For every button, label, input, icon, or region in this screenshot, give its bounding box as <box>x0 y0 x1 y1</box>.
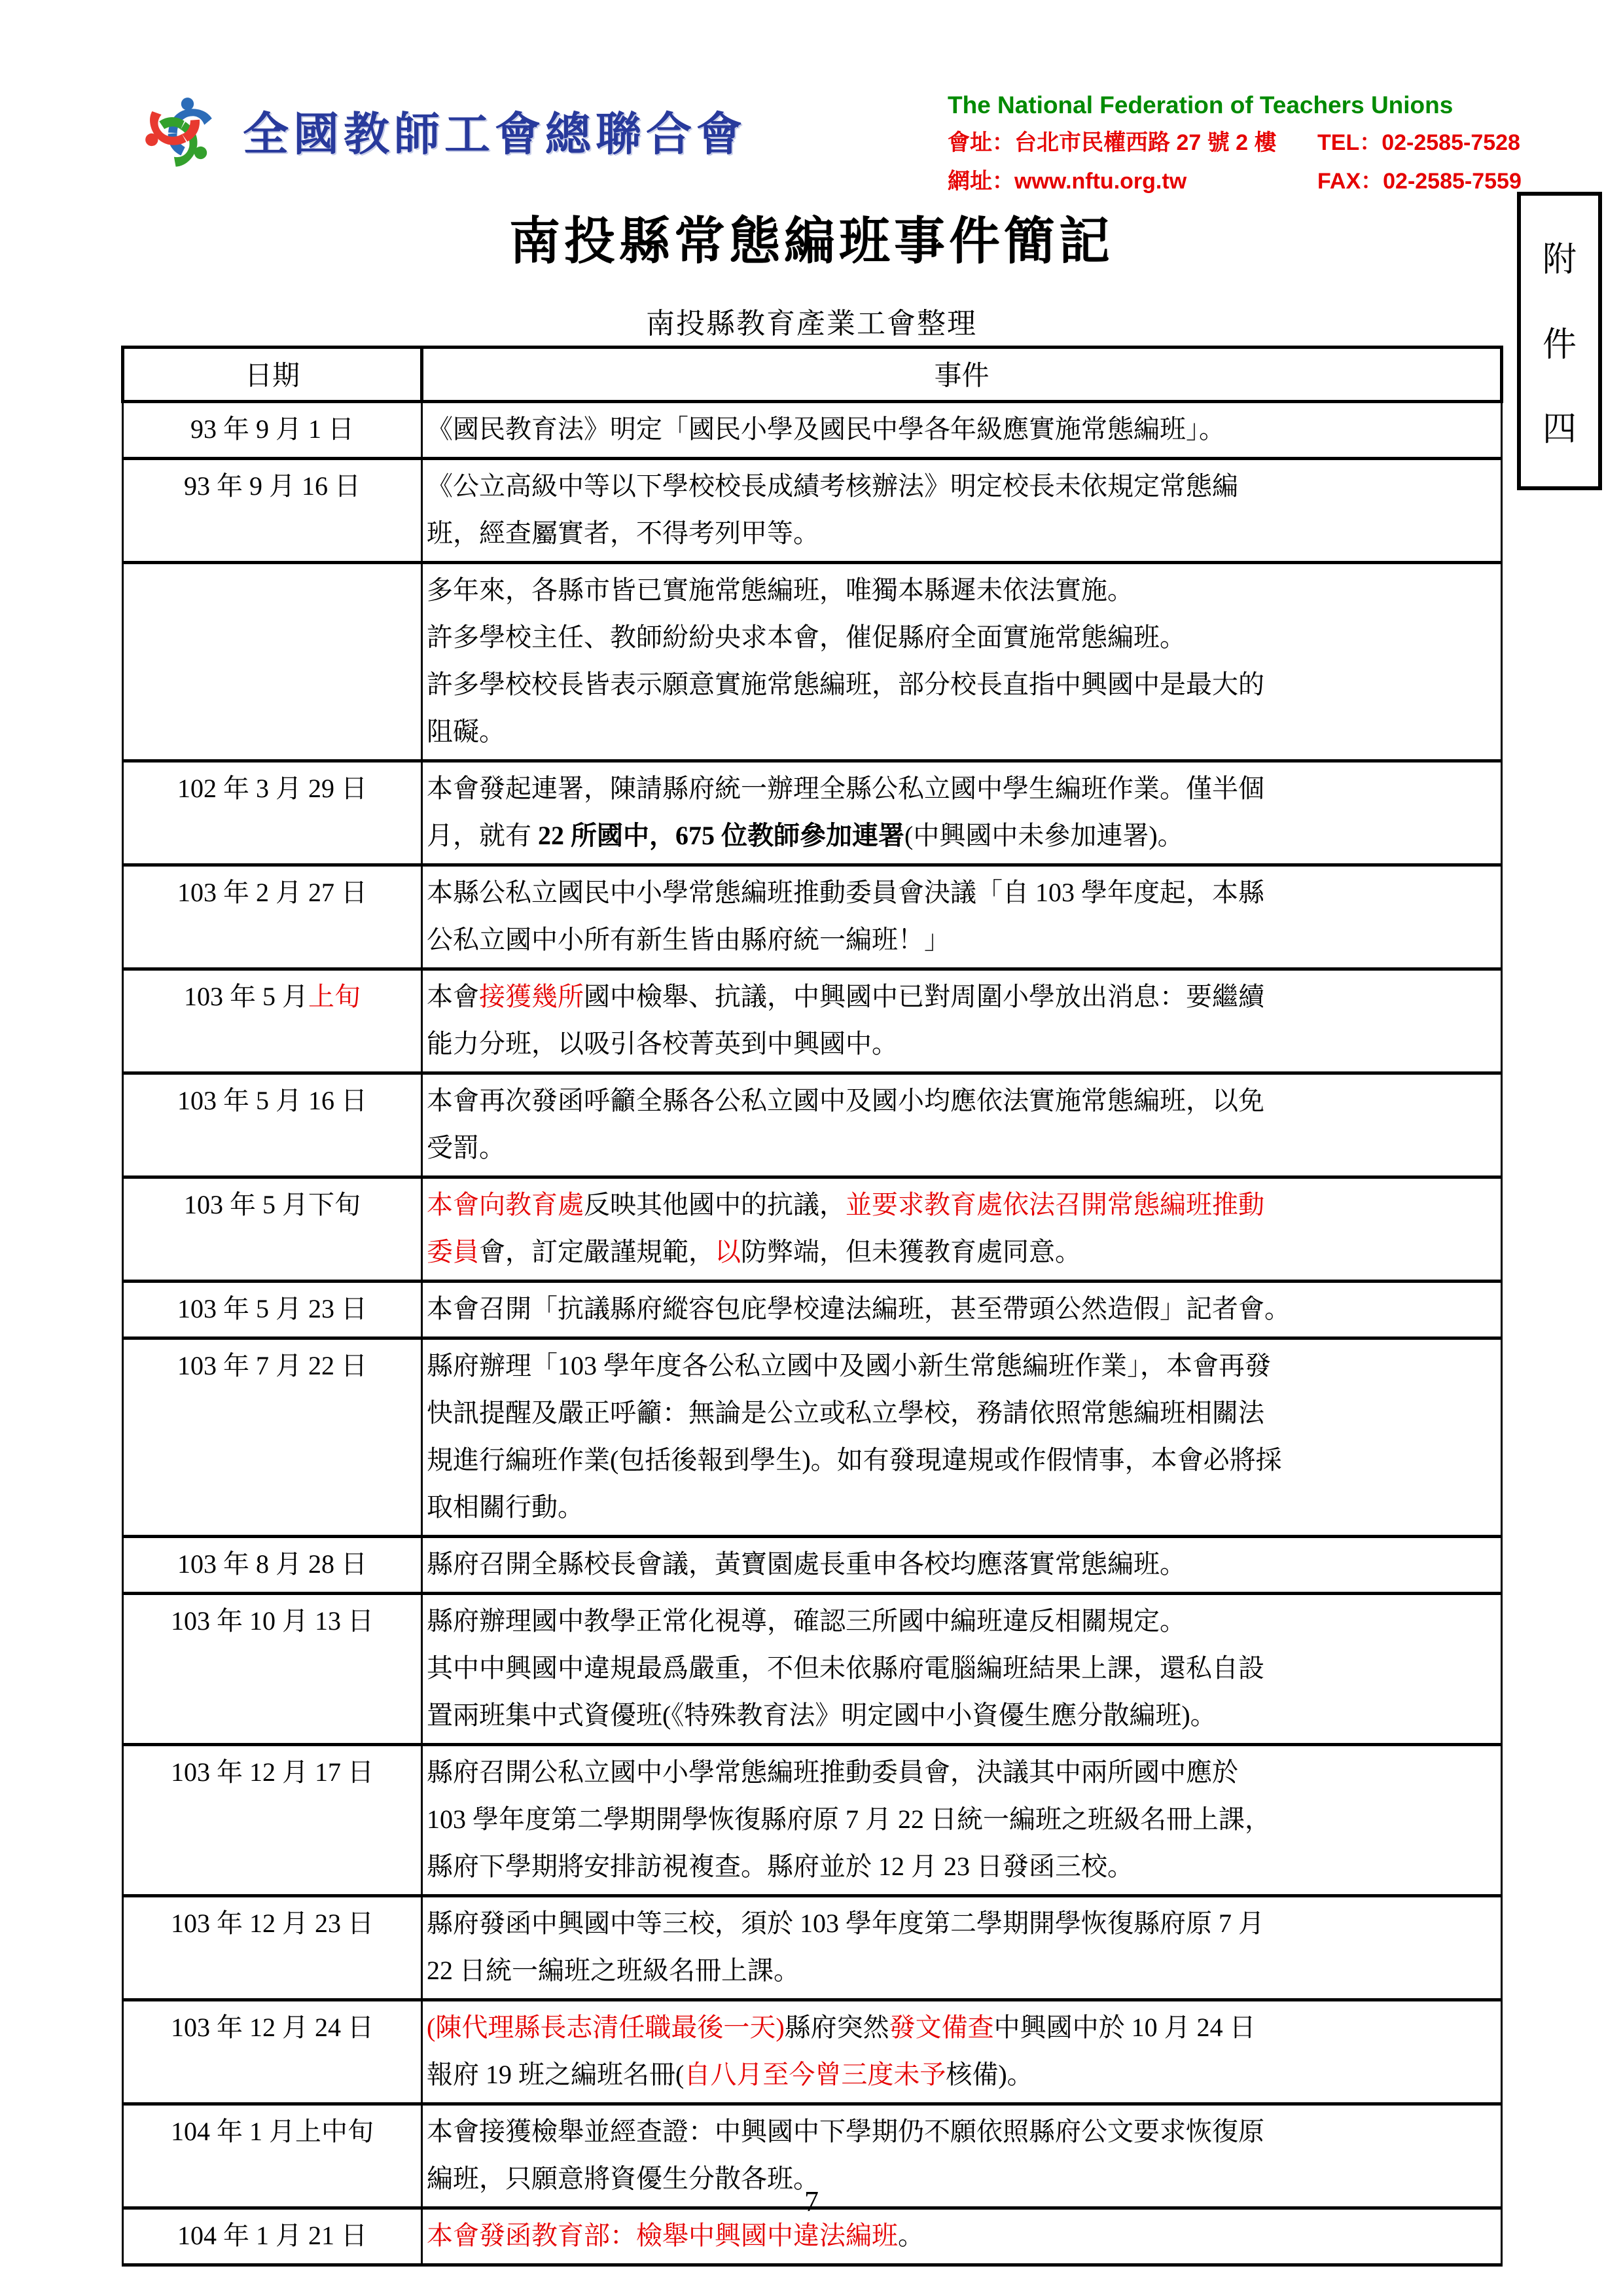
text-segment: 核備)。 <box>946 2060 1033 2089</box>
text-segment: 93 年 9 月 16 日 <box>184 471 361 501</box>
table-row <box>123 459 1502 563</box>
text-segment: 103 年 12 月 23 日 <box>171 1909 374 1938</box>
date-cell <box>123 865 422 969</box>
event-line <box>427 614 1497 661</box>
event-line <box>427 661 1497 708</box>
text-segment: 103 年 5 月 16 日 <box>177 1086 367 1115</box>
page-subtitle: 南投縣教育產業工會整理 <box>646 308 977 340</box>
text-segment: 會，訂定嚴謹規範， <box>479 1237 715 1266</box>
event-line <box>427 1900 1497 1947</box>
text-segment: 。 <box>898 2221 924 2250</box>
event-line <box>427 1124 1497 1172</box>
org-contact-block <box>948 92 1537 195</box>
event-line <box>427 1020 1497 1067</box>
text-segment: 103 年 10 月 13 日 <box>171 1606 374 1636</box>
date-cell <box>123 2000 422 2104</box>
event-line <box>427 1749 1497 1796</box>
text-segment: 反映其他國中的抗議， <box>584 1190 846 1219</box>
text-segment: 受罰。 <box>427 1133 505 1162</box>
event-cell <box>422 1338 1502 1537</box>
page-title: 南投縣常態編班事件簡記 <box>508 213 1114 270</box>
date-cell <box>123 1073 422 1177</box>
text-segment: 《國民教育法》明定「國民小學及國民中學各年級應實施常態編班」。 <box>427 414 1225 444</box>
text-segment: 公私立國中小所有新生皆由縣府統一編班！」 <box>427 925 950 954</box>
text-segment: 防弊端，但未獲教育處同意。 <box>741 1237 1081 1266</box>
table-row <box>123 1896 1502 2000</box>
text-segment: 以 <box>715 1237 741 1266</box>
attachment-tab-char: 附 <box>1542 241 1577 279</box>
event-line <box>427 2051 1497 2098</box>
event-cell <box>422 1745 1502 1896</box>
org-name-en: The National Federation of Teachers Unions <box>948 92 1454 118</box>
event-line <box>427 567 1497 614</box>
text-segment: (中興國中未參加連署)。 <box>904 821 1184 850</box>
text-segment: 多年來，各縣市皆已實施常態編班，唯獨本縣遲未依法實施。 <box>427 575 1133 605</box>
event-line <box>427 1285 1497 1333</box>
date-cell <box>123 1594 422 1745</box>
event-cell <box>422 459 1502 563</box>
text-segment: 《公立高級中等以下學校校長成績考核辦法》明定校長未依規定常態編 <box>427 471 1238 501</box>
event-line <box>427 1437 1497 1484</box>
table-row <box>123 1537 1502 1594</box>
text-segment: 阻礙。 <box>427 717 505 746</box>
text-segment: 編班，只願意將資優生分散各班。 <box>427 2164 819 2193</box>
event-line <box>427 2108 1497 2155</box>
event-line <box>427 463 1497 510</box>
text-segment: 取相關行動。 <box>427 1492 584 1522</box>
fax-text: FAX：02-2585-7559 <box>1317 169 1522 194</box>
text-segment: 本會再次發函呼籲全縣各公私立國中及國小均應依法實施常態編班，以免 <box>427 1086 1264 1115</box>
event-line <box>427 1390 1497 1437</box>
event-cell <box>422 1594 1502 1745</box>
address-text: 會址：台北市民權西路 27 號 2 樓 <box>948 130 1277 155</box>
text-segment: 報府 19 班之編班名冊( <box>427 2060 685 2089</box>
text-segment: 本會 <box>427 982 479 1011</box>
table-row <box>123 761 1502 865</box>
text-segment: 自八月至今曾三度未予 <box>684 2060 946 2089</box>
table-row <box>123 563 1502 761</box>
event-line <box>427 1843 1497 1890</box>
events-table-body <box>123 402 1502 2265</box>
text-segment: 縣府召開公私立國中小學常態編班推動委員會，決議其中兩所國中應於 <box>427 1757 1238 1787</box>
event-line <box>427 1181 1497 1229</box>
event-line <box>427 869 1497 916</box>
text-segment: 縣府辦理國中教學正常化視導，確認三所國中編班違反相關規定。 <box>427 1606 1186 1636</box>
event-cell <box>422 2000 1502 2104</box>
table-row <box>123 1338 1502 1537</box>
text-segment: 規進行編班作業(包括後報到學生)。如有發現違規或作假情事，本會必將採 <box>427 1445 1282 1475</box>
text-segment: 103 年 2 月 27 日 <box>177 878 367 907</box>
event-cell <box>422 1073 1502 1177</box>
text-segment: 班，經查屬實者，不得考列甲等。 <box>427 518 819 548</box>
event-cell <box>422 402 1502 459</box>
event-cell <box>422 1537 1502 1594</box>
event-cell <box>422 1282 1502 1338</box>
website-text: 網址：www.nftu.org.tw <box>948 169 1187 194</box>
date-cell <box>123 1177 422 1282</box>
text-segment: 月，就有 <box>427 821 538 850</box>
event-cell <box>422 563 1502 761</box>
text-segment: 並要求教育處依法召開常態編班推動 <box>846 1190 1264 1219</box>
text-segment: 委員 <box>427 1237 479 1266</box>
text-segment: 本會召開「抗議縣府縱容包庇學校違法編班，甚至帶頭公然造假」記者會。 <box>427 1294 1291 1323</box>
text-segment: 102 年 3 月 29 日 <box>177 774 367 803</box>
text-segment: 許多學校主任、教師紛紛央求本會，催促縣府全面實施常態編班。 <box>427 622 1186 652</box>
text-segment: (陳代理縣長志清任職最後一天) <box>427 2013 785 2042</box>
event-line <box>427 973 1497 1020</box>
table-row <box>123 2000 1502 2104</box>
date-cell <box>123 1537 422 1594</box>
text-segment: 縣府發函中興國中等三校，須於 103 學年度第二學期開學恢復縣府原 7 月 <box>427 1909 1264 1938</box>
org-logo <box>141 88 747 172</box>
event-cell <box>422 865 1502 969</box>
text-segment: 縣府召開全縣校長會議，黃寶園處長重申各校均應落實常態編班。 <box>427 1549 1186 1579</box>
text-segment: 其中中興國中違規最爲嚴重，不但未依縣府電腦編班結果上課，還私自設 <box>427 1653 1264 1683</box>
date-cell <box>123 563 422 761</box>
event-line <box>427 1645 1497 1692</box>
text-segment: 能力分班，以吸引各校菁英到中興國中。 <box>427 1029 898 1058</box>
text-segment: 104 年 1 月 21 日 <box>177 2221 367 2250</box>
event-line <box>427 1229 1497 1276</box>
event-cell <box>422 1177 1502 1282</box>
text-segment: 國中檢舉、抗議，中興國中已對周圍小學放出消息：要繼續 <box>584 982 1264 1011</box>
text-segment: 中興國中於 10 月 24 日 <box>993 2013 1256 2042</box>
table-row <box>123 969 1502 1073</box>
event-line <box>427 765 1497 812</box>
text-segment: 103 年 7 月 22 日 <box>177 1351 367 1380</box>
text-segment: 103 年 5 月 <box>184 982 308 1011</box>
tel-text: TEL：02-2585-7528 <box>1317 130 1520 155</box>
text-segment: 103 年 8 月 28 日 <box>177 1549 367 1579</box>
text-segment: 本會向教育處 <box>427 1190 584 1219</box>
text-segment: 103 年 12 月 17 日 <box>171 1757 374 1787</box>
text-segment: 22 日統一編班之班級名冊上課。 <box>427 1956 800 1985</box>
date-cell <box>123 1745 422 1896</box>
text-segment: 本會發起連署，陳請縣府統一辦理全縣公私立國中學生編班作業。僅半個 <box>427 774 1264 803</box>
event-line <box>427 1484 1497 1531</box>
text-segment: 103 年 5 月 23 日 <box>177 1294 367 1323</box>
date-cell <box>123 1896 422 2000</box>
text-segment: 22 所國中，675 位教師參加連署 <box>538 821 904 850</box>
table-row <box>123 1745 1502 1896</box>
event-line <box>427 812 1497 859</box>
events-table <box>121 346 1503 2267</box>
date-column-header: 日期 <box>123 348 422 402</box>
date-cell <box>123 969 422 1073</box>
text-segment: 縣府下學期將安排訪視複查。縣府並於 12 月 23 日發函三校。 <box>427 1852 1133 1881</box>
header-row <box>123 348 1502 402</box>
text-segment: 發文備查 <box>889 2013 994 2042</box>
event-line <box>427 2212 1497 2259</box>
org-contact-grid <box>948 124 1537 195</box>
text-segment: 103 年 5 月下旬 <box>184 1190 361 1219</box>
text-segment: 104 年 1 月上中旬 <box>171 2117 374 2146</box>
table-row <box>123 865 1502 969</box>
event-line <box>427 1796 1497 1843</box>
event-line <box>427 1077 1497 1124</box>
text-segment: 103 年 12 月 24 日 <box>171 2013 374 2042</box>
event-line <box>427 406 1497 453</box>
text-segment: 93 年 9 月 1 日 <box>190 414 354 444</box>
events-table-head <box>123 348 1502 402</box>
attachment-tab-char: 件 <box>1542 326 1577 364</box>
event-line <box>427 1342 1497 1390</box>
event-cell <box>422 969 1502 1073</box>
event-column-header: 事件 <box>422 348 1502 402</box>
text-segment: 置兩班集中式資優班(《特殊教育法》明定國中小資優生應分散編班)。 <box>427 1700 1217 1730</box>
org-logo-mark-icon <box>141 88 217 172</box>
text-segment: 本會接獲檢舉並經查證：中興國中下學期仍不願依照縣府公文要求恢復原 <box>427 2117 1264 2146</box>
table-row <box>123 1177 1502 1282</box>
event-line <box>427 1598 1497 1645</box>
text-segment: 本縣公私立國民中小學常態編班推動委員會決議「自 103 學年度起，本縣 <box>427 878 1264 907</box>
event-cell <box>422 761 1502 865</box>
text-segment: 縣府辦理「103 學年度各公私立國中及國小新生常態編班作業」，本會再發 <box>427 1351 1271 1380</box>
event-cell <box>422 1896 1502 2000</box>
text-segment: 本會發函教育部：檢舉中興國中違法編班 <box>427 2221 898 2250</box>
attachment-tab-char: 四 <box>1542 411 1577 449</box>
event-line <box>427 916 1497 963</box>
event-line <box>427 1947 1497 1994</box>
date-cell <box>123 1338 422 1537</box>
date-cell <box>123 459 422 563</box>
event-line <box>427 1541 1497 1588</box>
date-cell <box>123 402 422 459</box>
table-row <box>123 1282 1502 1338</box>
org-logo-text: 全國教師工會總聯合會 <box>243 109 747 160</box>
text-segment: 上旬 <box>308 982 361 1011</box>
text-segment: 103 學年度第二學期開學恢復縣府原 7 月 22 日統一編班之班級名冊上課， <box>427 1804 1271 1834</box>
text-segment: 快訊提醒及嚴正呼籲：無論是公立或私立學校，務請依照常態編班相關法 <box>427 1398 1264 1427</box>
table-row <box>123 402 1502 459</box>
event-line <box>427 708 1497 755</box>
date-cell <box>123 761 422 865</box>
table-row <box>123 1073 1502 1177</box>
page-number: 7 <box>804 2185 819 2217</box>
event-line <box>427 510 1497 557</box>
text-segment: 許多學校校長皆表示願意實施常態編班，部分校長直指中興國中是最大的 <box>427 670 1264 699</box>
table-row <box>123 1594 1502 1745</box>
event-line <box>427 2004 1497 2051</box>
date-cell <box>123 1282 422 1338</box>
text-segment: 縣府突然 <box>784 2013 889 2042</box>
text-segment: 接獲幾所 <box>479 982 584 1011</box>
event-line <box>427 1692 1497 1739</box>
